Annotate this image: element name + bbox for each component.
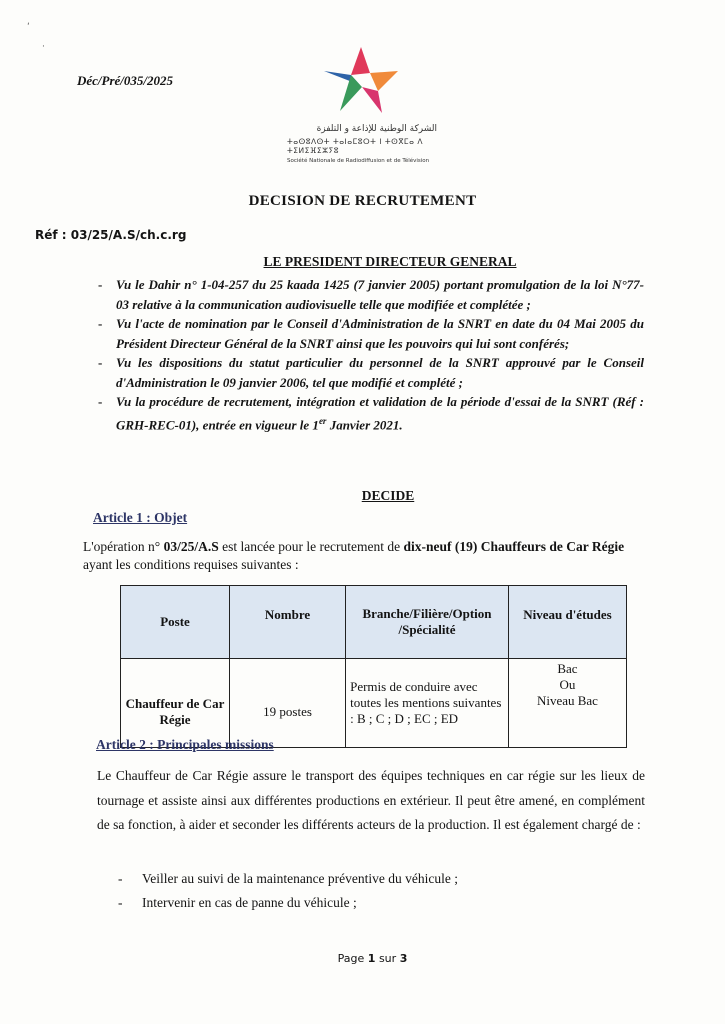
consideration-item: - Vu les dispositions du statut particulier du personnel de la SNRT approuvé par le Conseil d'Administration le 09 janvier 2006, tel que modifié et complété ; [116,353,644,392]
header-branche: Branche/Filière/Option /Spécialité [346,586,509,659]
page-total: 3 [399,952,408,965]
document-title: DECISION DE RECRUTEMENT [248,193,477,209]
logo-petal-green [340,75,362,111]
article-1-text [83,538,653,574]
text-fragment: est lancée pour le recrutement de [218,539,404,554]
org-name-arabic: الشركة الوطنية للإذاعة و التلفزة [316,124,437,134]
missions-list [142,867,458,915]
page-current: 1 [367,952,376,965]
logo-petal-pink [362,87,382,113]
reference: Réf : 03/25/A.S/ch.c.rg [35,228,187,242]
cell-nombre: 19 postes [230,659,346,748]
mission-item: - Veiller au suivi de la maintenance préventive du véhicule ; [142,867,458,891]
table-row [121,659,627,748]
niveau-line: Ou [559,677,576,692]
niveau-line: Bac [557,661,578,676]
article-2-text: Le Chauffeur de Car Régie assure le transport des équipes techniques en car régie sur les lieux de tournage et assiste ainsi aux différentes productions en extérieur. Il peut être amené, en complément de sa fonction, à aider et seconder les différents acteurs de la production. Il est également chargé de : [97,768,645,833]
scan-mark: · [42,42,45,52]
consideration-text-end: Janvier 2021. [326,416,403,432]
text-fragment: L'opération n° [83,539,164,554]
org-name-amazigh: ⵜⴰⵙⵓⴷⵙⵜ ⵜⴰⵏⴰⵎⵓⵔⵜ ⵏ ⵜⵙⴳⵎⴰ ⴷ ⵜⵉⵍⵉⴼⵉⵣⵢⵓ [287,137,423,155]
header-nombre: Nombre [230,586,346,659]
page-footer [0,952,725,965]
snrt-logo-icon [322,45,400,115]
niveau-line: Niveau Bac [536,693,598,708]
article-1-heading: Article 1 : Objet [93,510,188,525]
logo-petal-red [351,47,370,75]
requirements-table [120,585,627,748]
decision-number: Déc/Pré/035/2025 [77,73,174,88]
ordinal-suffix: er [318,415,327,426]
header-niveau: Niveau d'études [508,586,626,659]
operation-number: 03/25/A.S [163,539,219,554]
org-name-french: Société Nationale de Radiodiffusion et de Télévision [287,158,430,164]
recruitment-count: dix-neuf (19) Chauffeurs de Car Régie [403,539,625,554]
consideration-text: Vu la procédure de recrutement, intégration et validation de la période d'essai de la SNRT (Réf : GRH-REC-01), entrée en vigueur le 1 [116,394,644,432]
decide-heading: DECIDE [361,488,415,503]
organization-block [287,124,457,164]
page-word: Page [337,952,365,965]
authority-heading: LE PRESIDENT DIRECTEUR GENERAL [263,254,517,269]
consideration-item: - Vu le Dahir n° 1-04-257 du 25 kaada 1425 (7 janvier 2005) portant promulgation de la loi N°77-03 relative à la communication audiovisuelle telle que modifiée et complétée ; [116,275,644,314]
cell-niveau [508,659,626,748]
text-fragment: ayant les conditions requises suivantes : [83,557,299,572]
scan-mark: ‘ [27,22,30,32]
consideration-item [116,392,644,434]
mission-item: - Intervenir en cas de panne du véhicule ; [142,891,458,915]
cell-branche: Permis de conduire avec toutes les mentions suivantes : B ; C ; D ; EC ; ED [346,659,509,748]
considerations-list [116,275,644,434]
sur-word: sur [378,952,397,965]
cell-poste: Chauffeur de Car Régie [121,659,230,748]
table-header-row [121,586,627,659]
header-poste: Poste [121,586,230,659]
consideration-item: - Vu l'acte de nomination par le Conseil d'Administration de la SNRT en date du 04 Mai 2005 du Président Directeur Général de la SNRT ainsi que les pouvoirs qui lui sont conférés; [116,314,644,353]
logo-petal-orange [370,71,398,91]
article-2-heading: Article 2 : Principales missions [96,737,274,752]
